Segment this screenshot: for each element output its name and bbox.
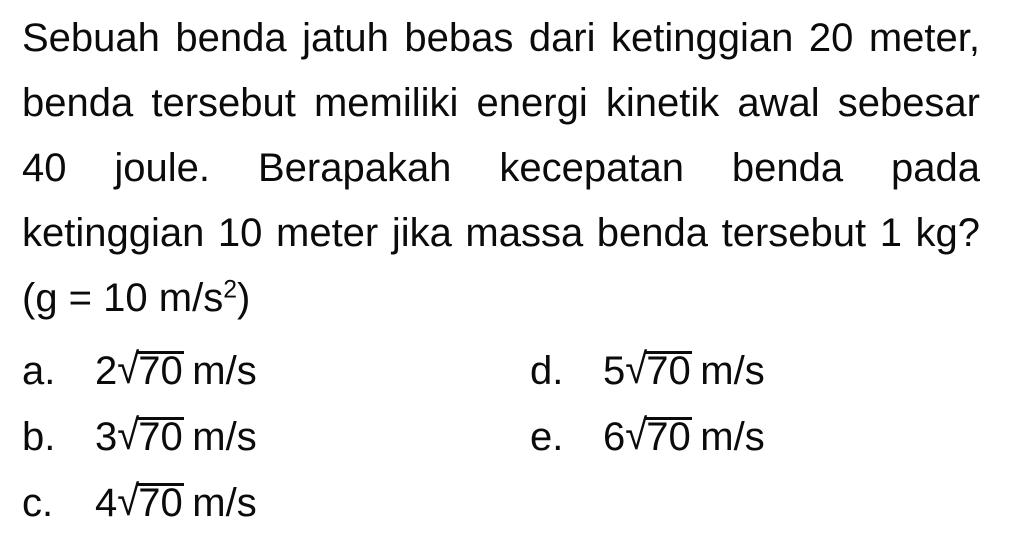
option-c-expression <box>95 470 257 536</box>
problem-line-2: benda tersebut memiliki energi kinetik awal sebesar <box>22 81 980 125</box>
option-d <box>530 338 980 404</box>
gravity-note-suffix: ) <box>237 276 251 320</box>
problem-statement <box>22 6 980 331</box>
radical-sign-icon: √ <box>117 411 140 459</box>
problem-line-3: 40 joule. Berapakah kecepatan benda pada <box>22 146 980 190</box>
radical-sign-icon: √ <box>625 411 648 459</box>
option-a <box>22 338 530 404</box>
option-e-square-root <box>625 404 692 470</box>
option-e-radicand: 70 <box>646 415 691 459</box>
answer-options <box>22 338 980 536</box>
option-b <box>22 404 530 470</box>
radical-sign-icon: √ <box>117 477 140 525</box>
radical-sign-icon: √ <box>625 345 648 393</box>
option-c-unit: m/s <box>192 481 257 525</box>
option-e-letter: e. <box>530 415 564 459</box>
option-b-unit: m/s <box>192 415 257 459</box>
option-b-square-root <box>117 404 184 470</box>
gravity-note <box>22 266 980 331</box>
option-d-letter: d. <box>530 349 564 393</box>
option-c <box>22 470 530 536</box>
option-e-unit: m/s <box>700 415 765 459</box>
option-d-expression <box>603 338 765 404</box>
problem-line-4: ketinggian 10 meter jika massa benda tersebut 1 kg? <box>22 211 980 255</box>
gravity-note-exponent: 2 <box>223 276 237 304</box>
option-b-letter: b. <box>22 415 56 459</box>
option-d-unit: m/s <box>700 349 765 393</box>
option-e-coefficient: 6 <box>603 415 626 459</box>
option-c-square-root <box>117 470 184 536</box>
gravity-note-prefix: (g = 10 m/s <box>22 276 224 320</box>
option-b-expression <box>95 404 257 470</box>
option-d-radicand: 70 <box>646 349 691 393</box>
option-a-letter: a. <box>22 349 56 393</box>
option-d-coefficient: 5 <box>603 349 626 393</box>
option-b-radicand: 70 <box>138 415 183 459</box>
option-a-square-root <box>117 338 184 404</box>
option-e <box>530 404 980 470</box>
option-c-radicand: 70 <box>138 481 183 525</box>
option-d-square-root <box>625 338 692 404</box>
option-a-expression <box>95 338 257 404</box>
option-a-coefficient: 2 <box>95 349 118 393</box>
problem-line-1: Sebuah benda jatuh bebas dari ketinggian 20 meter, <box>22 16 980 60</box>
option-a-unit: m/s <box>192 349 257 393</box>
option-c-letter: c. <box>22 481 54 525</box>
option-b-coefficient: 3 <box>95 415 118 459</box>
radical-sign-icon: √ <box>117 345 140 393</box>
option-e-expression <box>603 404 765 470</box>
option-a-radicand: 70 <box>138 349 183 393</box>
option-c-coefficient: 4 <box>95 481 118 525</box>
